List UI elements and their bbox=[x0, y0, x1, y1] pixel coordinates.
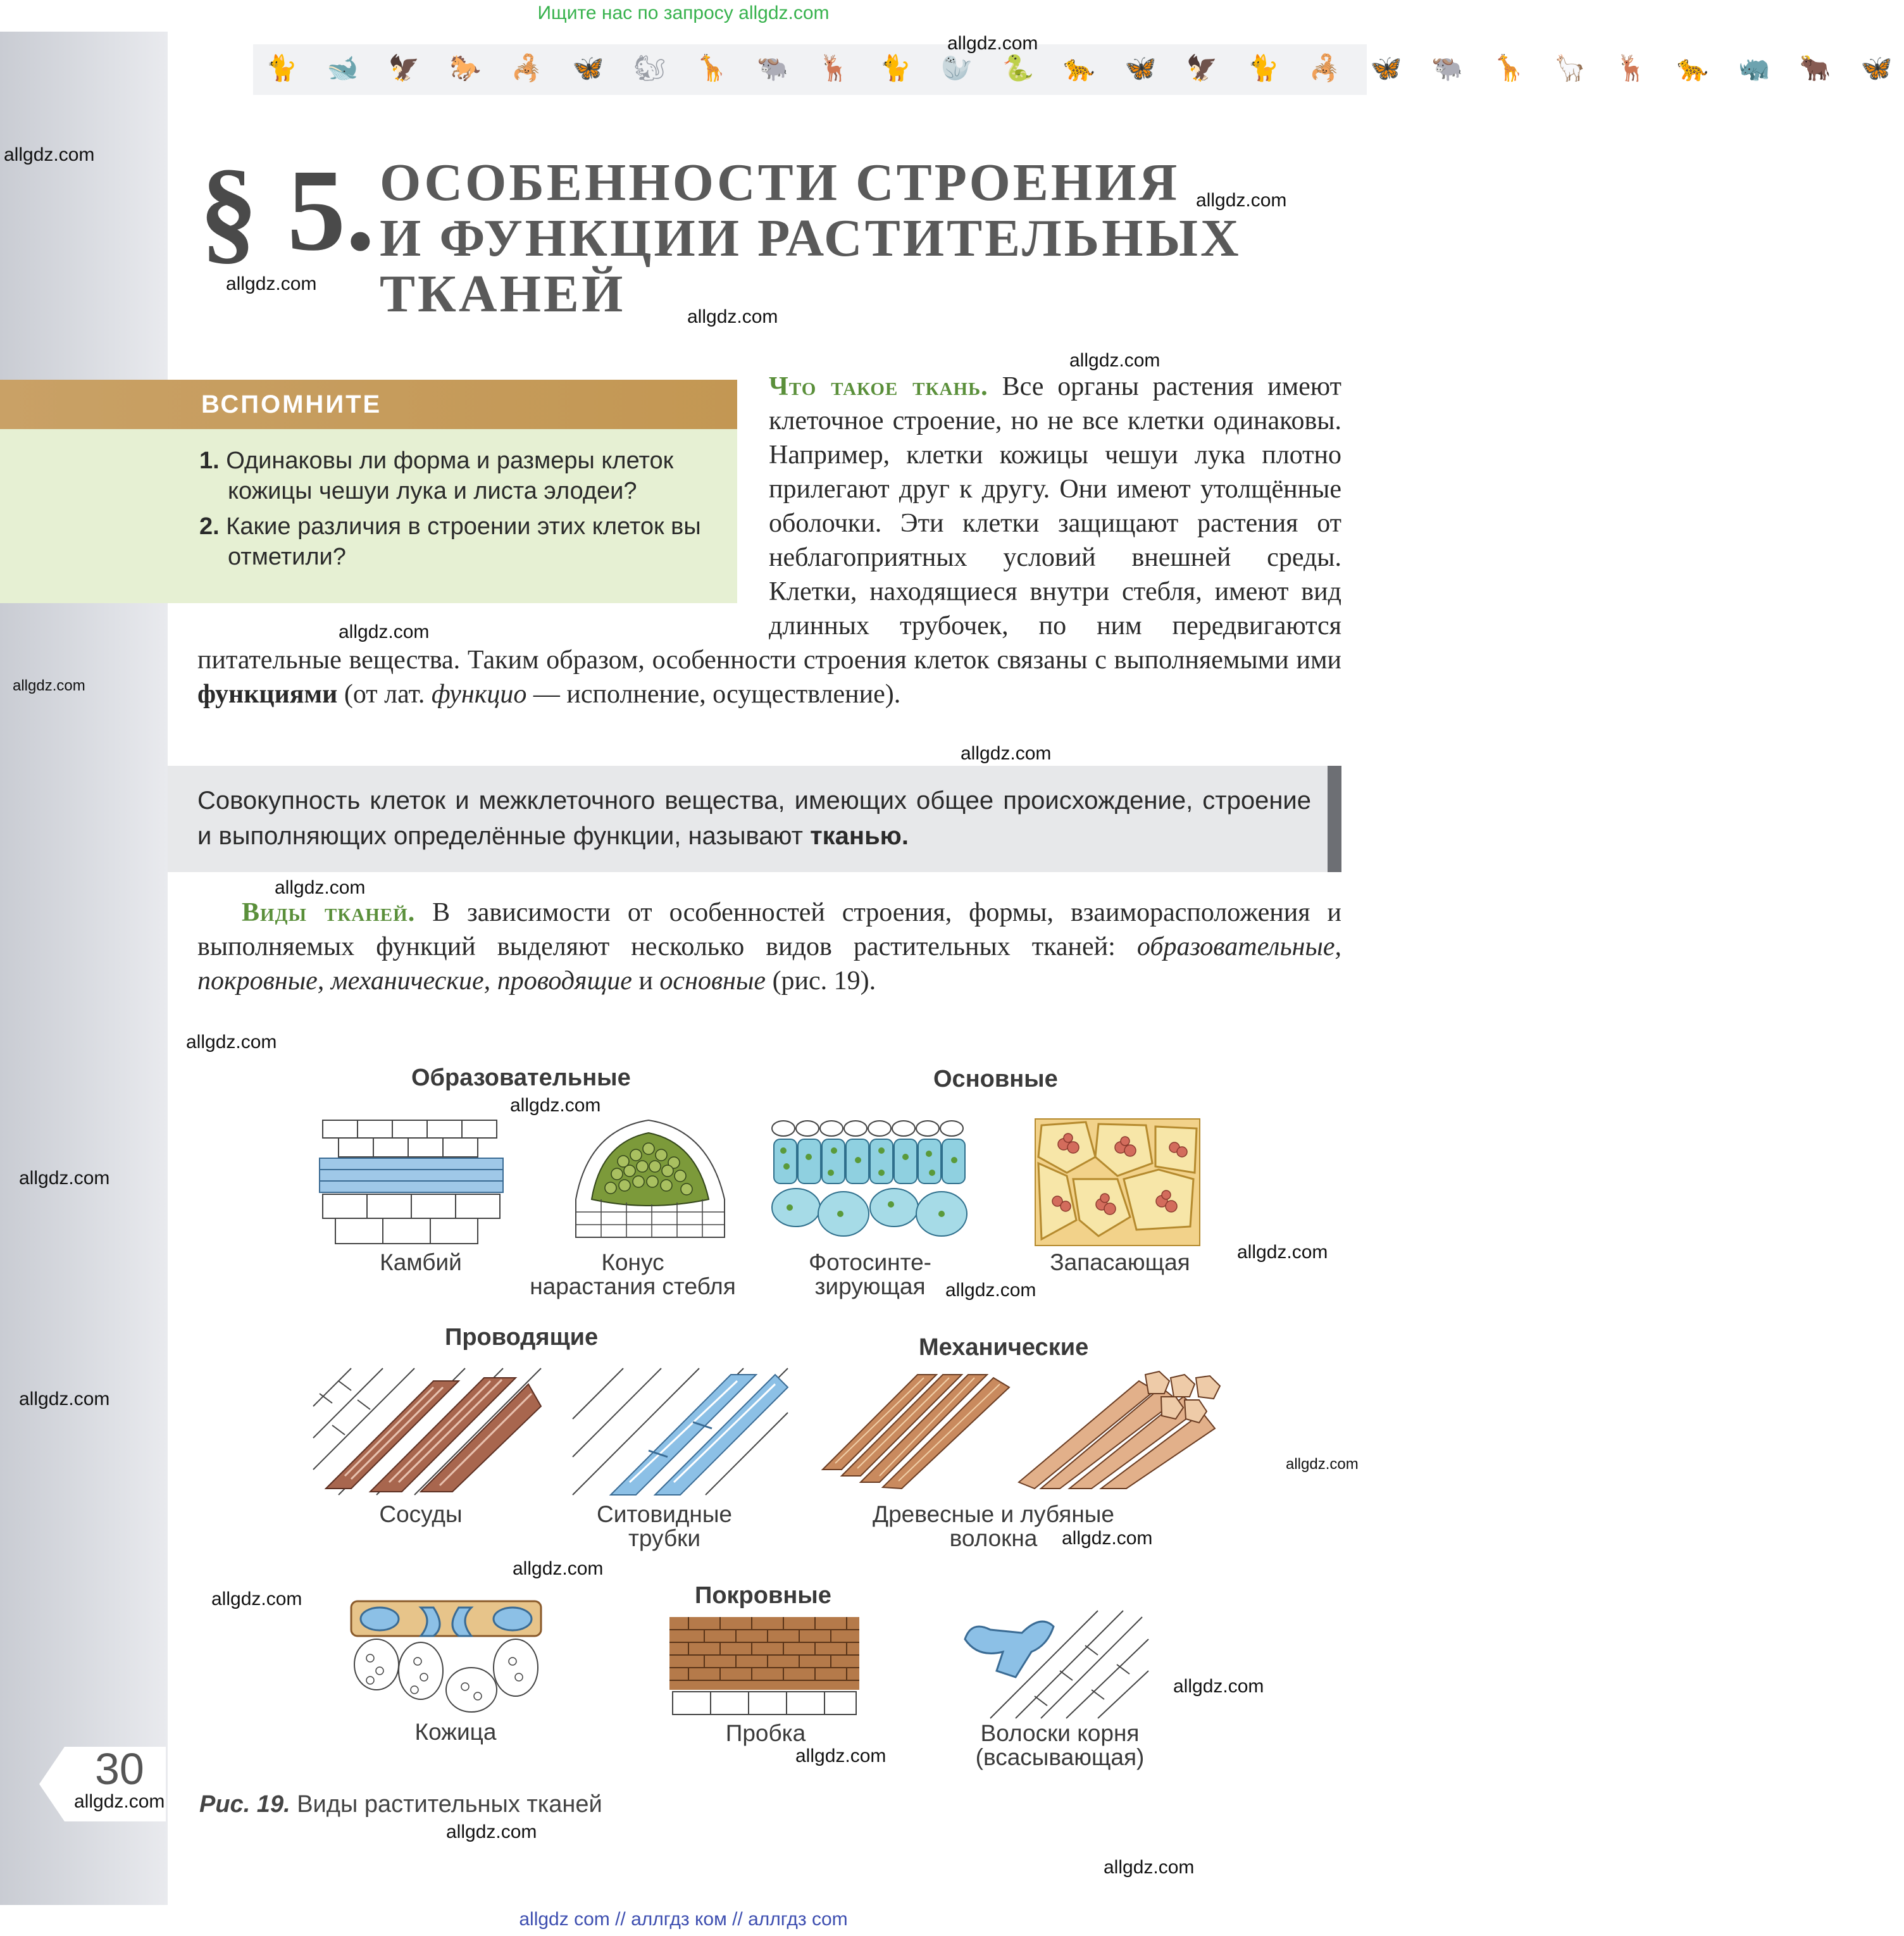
figure-label-line: Древесные и лубяные bbox=[873, 1501, 1114, 1527]
figure-label: Камбий bbox=[380, 1249, 462, 1275]
definition-text bbox=[197, 783, 1311, 854]
tissue-term: образовательные, bbox=[1136, 932, 1342, 961]
paragraph-text: В зависимости от особенностей строения, формы, взаиморасположения и выполняемых функций выделяют несколько видов растительных тканей: bbox=[197, 898, 1341, 961]
storage-tissue-illustration bbox=[1035, 1119, 1200, 1246]
watermark: allgdz.com bbox=[19, 1168, 110, 1189]
watermark: allgdz.com bbox=[226, 273, 317, 294]
figure-group-title: Механические bbox=[919, 1334, 1089, 1361]
figure-label bbox=[785, 1251, 955, 1299]
latin-term: функцио bbox=[431, 680, 527, 709]
paragraph-text: — исполнение, осуществление). bbox=[533, 680, 901, 709]
watermark-top: Ищите нас по запросу allgdz.com bbox=[537, 3, 830, 23]
epidermis-illustration bbox=[351, 1601, 541, 1715]
watermark: allgdz.com bbox=[211, 1589, 302, 1609]
watermark: allgdz.com bbox=[1196, 190, 1287, 211]
watermark: allgdz.com bbox=[74, 1791, 165, 1812]
remember-item-text: Какие различия в строении этих клеток вы отметили? bbox=[226, 513, 701, 570]
paragraph-heading: Что такое ткань. bbox=[769, 372, 988, 401]
figure-label-line: трубки bbox=[628, 1525, 701, 1551]
cambium-illustration bbox=[320, 1117, 503, 1247]
watermark: allgdz.com bbox=[4, 144, 95, 165]
watermark: allgdz.com bbox=[1104, 1857, 1195, 1878]
photosynthetic-tissue-illustration bbox=[771, 1119, 970, 1246]
section-title-line: ОСОБЕННОСТИ СТРОЕНИЯ bbox=[380, 153, 1180, 212]
vessels-illustration bbox=[313, 1368, 544, 1495]
figure-label bbox=[569, 1502, 759, 1551]
watermark: allgdz.com bbox=[13, 677, 85, 694]
figure-caption bbox=[199, 1791, 602, 1818]
figure-label: Сосуды bbox=[379, 1501, 463, 1527]
watermark: allgdz.com bbox=[510, 1095, 601, 1116]
watermark: allgdz.com bbox=[186, 1032, 277, 1052]
figure-label-line: нарастания стебля bbox=[530, 1273, 736, 1299]
figure-label: Кожица bbox=[414, 1719, 497, 1745]
watermark: allgdz.com bbox=[961, 743, 1052, 764]
paragraph-text: и bbox=[638, 966, 653, 996]
paragraph-tissue-types bbox=[197, 896, 1341, 998]
figure-label: Пробка bbox=[725, 1720, 806, 1746]
tissue-term: основные bbox=[659, 966, 766, 996]
figure-group-title: Образовательные bbox=[411, 1065, 631, 1091]
paragraph-heading: Виды тканей. bbox=[242, 898, 416, 927]
figure-group-title: Проводящие bbox=[445, 1324, 599, 1351]
paragraph-what-is-tissue bbox=[197, 370, 1341, 711]
figure-group-title: Основные bbox=[933, 1066, 1058, 1092]
watermark: allgdz.com bbox=[947, 33, 1038, 54]
definition-body: Совокупность клеток и межклеточного вещества, имеющих общее происхождение, строение и выполняющих определённые функции, называют bbox=[197, 787, 1311, 850]
figure-label: Запасающая bbox=[1050, 1249, 1190, 1275]
figure-label bbox=[943, 1721, 1177, 1770]
growth-cone-illustration bbox=[563, 1111, 737, 1244]
sieve-tubes-illustration bbox=[573, 1368, 788, 1495]
animal-silhouettes-icon: 🐈 🐋 🦅 🐎 🦂 🦋 🐿 🦒 🐃 🦌 🐈 🦭 🐍 🐆 🦋 🦅 🐈 🦂 🦋 🐃 🦒 🦙 🦌 🐆 🦏 🐂 🦋 bbox=[266, 54, 1904, 82]
figure-label-line: Фотосинте- bbox=[808, 1249, 932, 1275]
watermark: allgdz.com bbox=[795, 1746, 887, 1766]
layout-spacer bbox=[197, 370, 769, 643]
watermark: allgdz.com bbox=[687, 306, 778, 327]
watermark: allgdz.com bbox=[19, 1389, 110, 1409]
remember-heading-label: ВСПОМНИТЕ bbox=[201, 390, 382, 418]
bold-term: функциями bbox=[197, 680, 338, 709]
tissue-term: покровные, bbox=[197, 966, 325, 996]
remember-item-number: 1. bbox=[199, 447, 220, 474]
figure-label-line: Волоски корня bbox=[980, 1720, 1140, 1746]
remember-item-number: 2. bbox=[199, 513, 220, 540]
watermark: allgdz.com bbox=[1062, 1528, 1153, 1549]
remember-item-text: Одинаковы ли форма и размеры клеток кожицы чешуи лука и листа элодеи? bbox=[226, 447, 674, 504]
watermark: allgdz.com bbox=[1237, 1242, 1328, 1263]
watermark: allgdz.com bbox=[339, 621, 430, 642]
figure-label bbox=[854, 1502, 1133, 1551]
figure-label-line: Ситовидные bbox=[596, 1501, 732, 1527]
page-sidebar bbox=[0, 32, 168, 1905]
paragraph-text: (от лат. bbox=[344, 680, 425, 709]
cork-illustration bbox=[669, 1617, 859, 1718]
watermark: allgdz.com bbox=[1069, 350, 1160, 371]
watermark: allgdz.com bbox=[1286, 1456, 1359, 1473]
page-number: 30 bbox=[95, 1744, 144, 1794]
definition-term: тканью. bbox=[810, 822, 909, 850]
figure-caption-text: Виды растительных тканей bbox=[297, 1791, 602, 1818]
figure-label-line: Конус bbox=[601, 1249, 664, 1275]
watermark: allgdz.com bbox=[275, 877, 366, 898]
paragraph-text: Все органы растения имеют клеточное строение, но не все клетки одинаковы. Например, клетки кожицы чешуи лука плотно прилегают друг к другу. Они имеют утолщённые оболочки. Эти клетки защищают растения от неблагоприятных условий внешней среды. Клетки, находящиеся внутри стебля, имеют вид длинных трубочек, по ним передвигаются питательные вещества. Таким образом, особенности строения клеток связаны с выполняемыми ими bbox=[197, 372, 1341, 675]
definition-bar bbox=[1328, 766, 1341, 872]
section-number: § 5. bbox=[199, 146, 375, 275]
paragraph-text: (рис. 19). bbox=[772, 966, 876, 996]
watermark: allgdz.com bbox=[1173, 1676, 1264, 1697]
figure-group-title: Покровные bbox=[695, 1582, 831, 1609]
section-title-line: И ФУНКЦИИ РАСТИТЕЛЬНЫХ bbox=[380, 209, 1241, 268]
figure-label-line: волокна bbox=[949, 1525, 1038, 1551]
bast-fibers-illustration bbox=[1019, 1368, 1224, 1489]
section-title bbox=[380, 155, 1241, 322]
figure-caption-number: Рис. 19. bbox=[199, 1791, 290, 1818]
figure-label bbox=[519, 1251, 747, 1299]
figure-label-line: (всасывающая) bbox=[975, 1744, 1145, 1770]
figure-label-line: зирующая bbox=[814, 1273, 926, 1299]
watermark: allgdz.com bbox=[446, 1821, 537, 1842]
watermark: allgdz.com bbox=[945, 1280, 1036, 1301]
watermark-bottom: allgdz com // аллгдз ком // аллгдз com bbox=[519, 1909, 848, 1930]
tissue-term: механические, bbox=[330, 966, 491, 996]
tissue-term: проводящие bbox=[497, 966, 632, 996]
root-hairs-illustration bbox=[952, 1601, 1148, 1718]
watermark: allgdz.com bbox=[513, 1558, 604, 1579]
wood-fibers-illustration bbox=[823, 1375, 1012, 1489]
section-title-line: ТКАНЕЙ bbox=[380, 265, 626, 323]
